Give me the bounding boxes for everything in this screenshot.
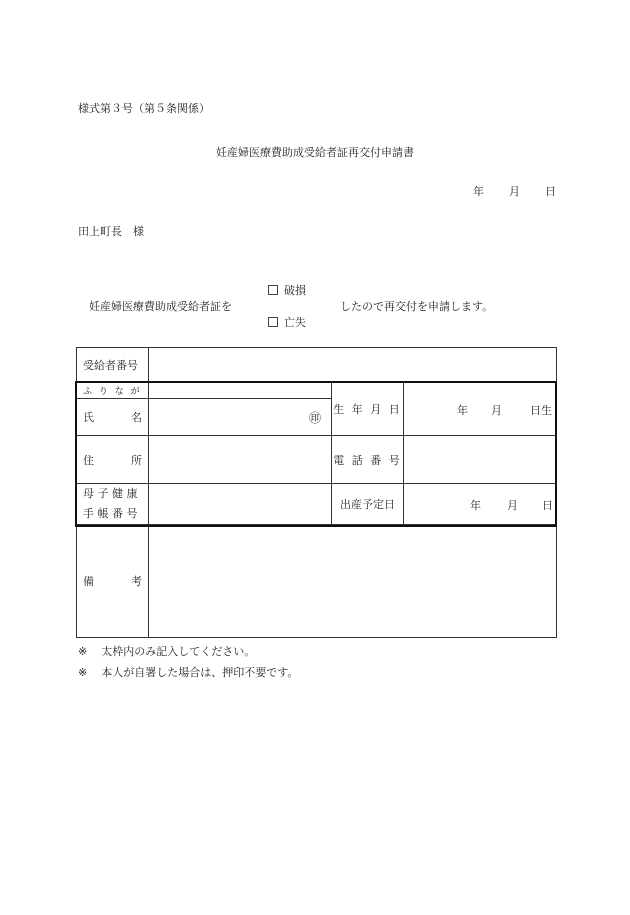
request-lead-text: 妊産婦医療費助成受給者証を bbox=[89, 300, 232, 313]
date-day-label: 日 bbox=[545, 185, 556, 198]
due-year-label: 年 bbox=[470, 499, 481, 512]
remarks-row bbox=[77, 525, 557, 638]
request-tail-text: したので再交付を申請します。 bbox=[340, 300, 494, 313]
name-field[interactable] bbox=[149, 399, 332, 436]
checkbox-icon[interactable] bbox=[268, 285, 278, 295]
handbook-number-field[interactable] bbox=[149, 484, 332, 525]
checkbox-icon[interactable] bbox=[268, 317, 278, 327]
date-month-label: 月 bbox=[509, 185, 520, 198]
birth-month-label: 月 bbox=[491, 404, 502, 417]
option-damaged-label: 破損 bbox=[284, 284, 306, 297]
address-field[interactable] bbox=[149, 436, 332, 484]
recipient-number-row bbox=[77, 348, 557, 383]
form-number: 様式第３号（第５条関係） bbox=[78, 102, 210, 115]
note-2 bbox=[78, 664, 298, 680]
due-day-label: 日 bbox=[542, 499, 553, 512]
recipient-number-field[interactable] bbox=[149, 348, 557, 383]
birth-date-field[interactable] bbox=[404, 383, 557, 436]
form-title: 妊産婦医療費助成受給者証再交付申請書 bbox=[216, 146, 414, 159]
remarks-label: 備 考 bbox=[77, 525, 149, 638]
birth-day-label: 日生 bbox=[530, 404, 552, 417]
due-date-label: 出産予定日 bbox=[332, 484, 404, 525]
phone-label: 電 話 番 号 bbox=[332, 436, 404, 484]
option-damaged[interactable] bbox=[268, 282, 306, 298]
option-lost[interactable] bbox=[268, 314, 306, 330]
note-1-text: 太枠内のみ記入してください。 bbox=[101, 645, 256, 658]
handbook-row bbox=[77, 484, 557, 525]
birth-year-label: 年 bbox=[457, 404, 468, 417]
due-month-label: 月 bbox=[507, 499, 518, 512]
furigana-row bbox=[77, 383, 557, 399]
phone-field[interactable] bbox=[404, 436, 557, 484]
furigana-label: ふ り な が bbox=[77, 383, 149, 399]
note-1 bbox=[78, 643, 255, 659]
address-label: 住 所 bbox=[77, 436, 149, 484]
note-2-text: 本人が自署した場合は、押印不要です。 bbox=[101, 666, 299, 679]
recipient-number-label: 受給者番号 bbox=[77, 348, 149, 383]
option-lost-label: 亡失 bbox=[284, 316, 306, 329]
addressee: 田上町長 様 bbox=[78, 225, 144, 238]
note-1-mark: ※ bbox=[78, 645, 88, 658]
address-row bbox=[77, 436, 557, 484]
due-date-field[interactable] bbox=[404, 484, 557, 525]
note-2-mark: ※ bbox=[78, 666, 88, 679]
furigana-field[interactable] bbox=[149, 383, 332, 399]
application-table bbox=[76, 347, 557, 638]
seal-mark-icon: ㊞ bbox=[308, 410, 321, 425]
birth-date-label: 生 年 月 日 bbox=[332, 383, 404, 436]
date-year-label: 年 bbox=[473, 185, 484, 198]
remarks-field[interactable] bbox=[149, 525, 557, 638]
name-label: 氏 名 bbox=[77, 399, 149, 436]
handbook-label: 母 子 健 康 手 帳 番 号 bbox=[77, 484, 149, 525]
